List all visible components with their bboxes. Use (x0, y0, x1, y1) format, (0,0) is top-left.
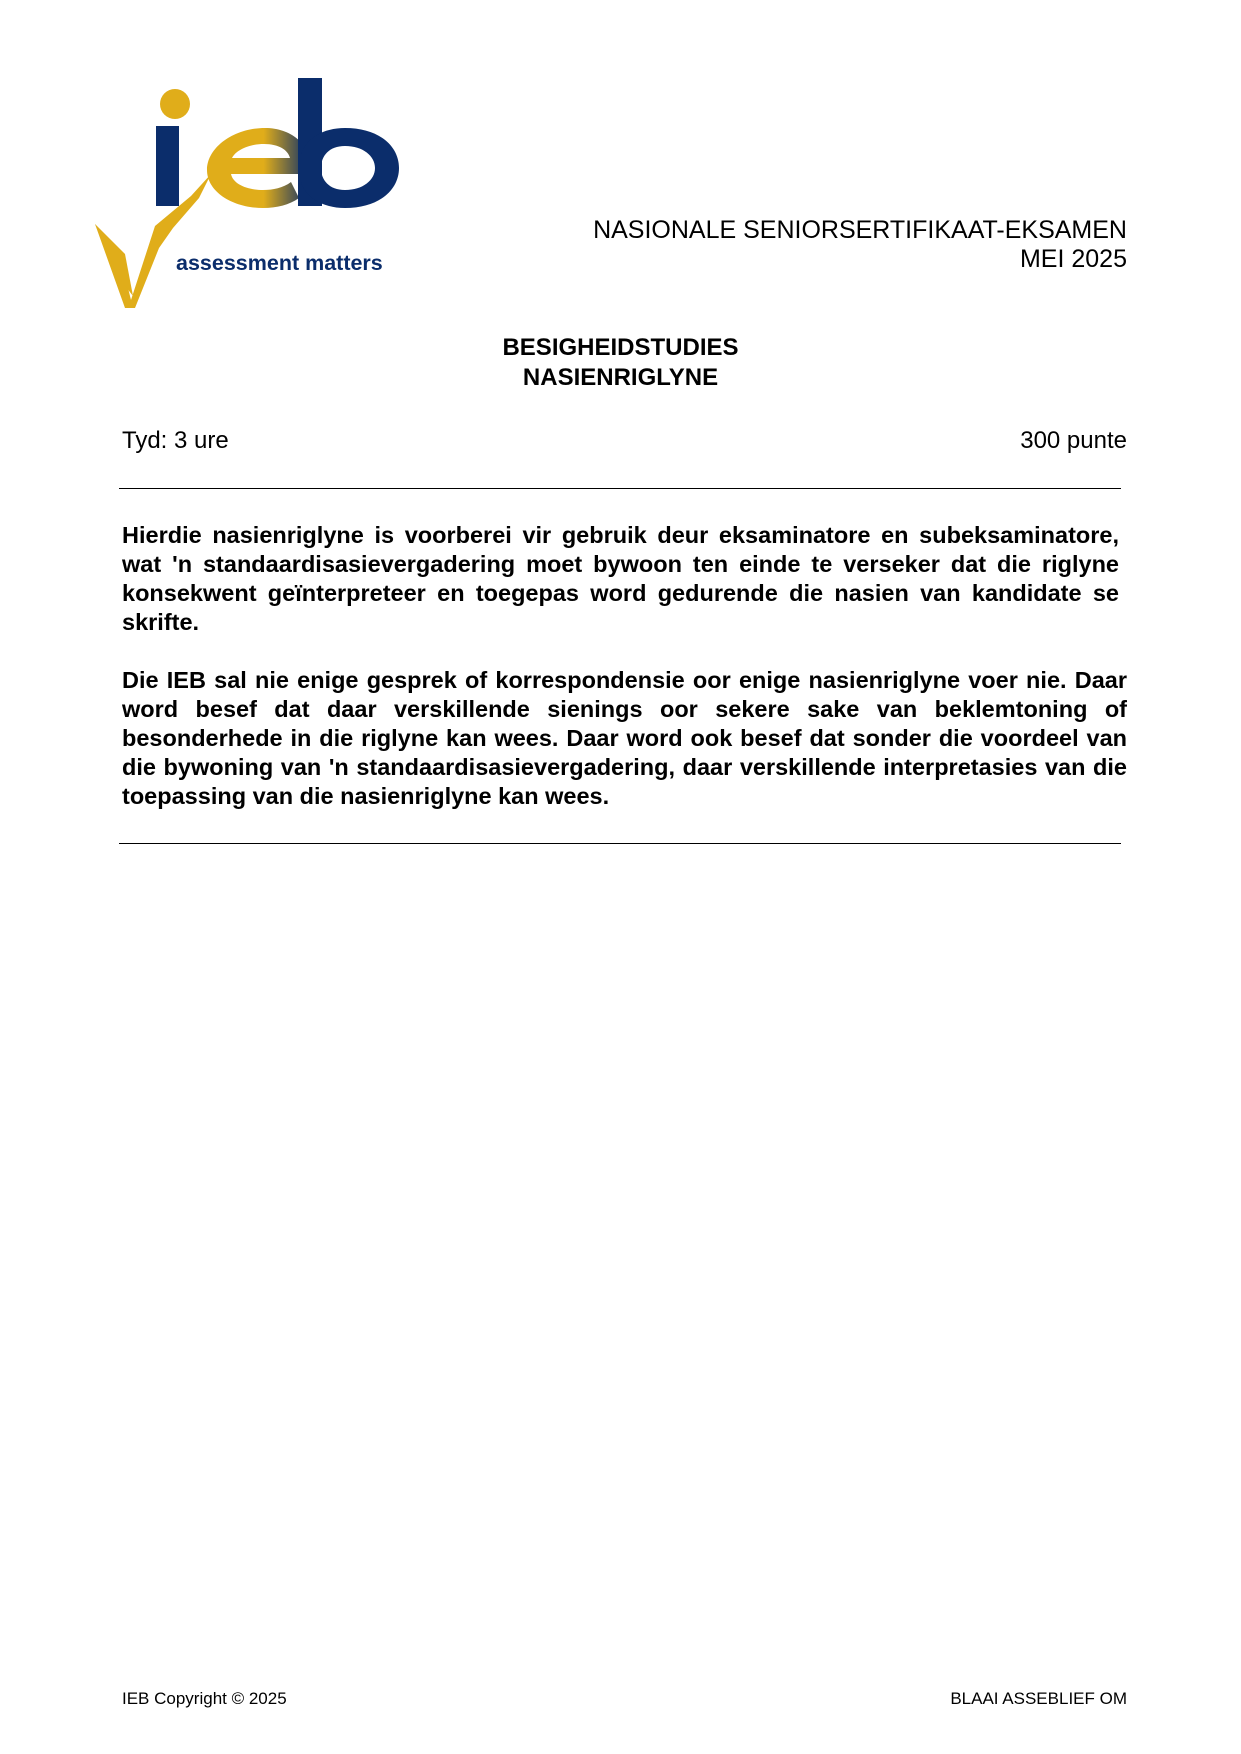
logo-tagline: assessment matters (176, 251, 383, 275)
i-stem-shape (156, 126, 179, 206)
footer-copyright: IEB Copyright © 2025 (122, 1689, 287, 1708)
notice-paragraph-1: Hierdie nasienriglyne is voorberei vir gebruik deur eksaminatore en subeksaminatore, wat 'n standaardisasievergadering moet bywoon ten einde te verseker dat die riglyne konsekwent geïnterpreteer en toegepas word gedurende die nasien van kandidate se skrifte. (122, 522, 1119, 635)
time-allowed: Tyd: 3 ure (122, 427, 229, 454)
total-marks: 300 punte (1020, 427, 1127, 454)
notice-paragraph-2: Die IEB sal nie enige gesprek of korrespondensie oor enige nasienriglyne voer nie. Daar word besef dat daar verskillende sienings oor sekere sake van beklemtoning of besonderhede in die riglyne kan wees. Daar word ook besef dat sonder die voordeel van die bywoning van 'n standaardisasievergadering, daar verskillende interpretasies van die toepassing van die nasienriglyne kan wees. (122, 667, 1127, 809)
subject-title: BESIGHEIDSTUDIES (502, 334, 739, 361)
exam-name: NASIONALE SENIORSERTIFIKAAT-EKSAMEN (593, 216, 1127, 244)
document-type-title: NASIENRIGLYNE (522, 364, 719, 391)
e-letter-shape (207, 128, 310, 208)
exam-header (560, 216, 1127, 274)
ieb-logo-graphic (95, 78, 440, 313)
b-letter-shape (298, 78, 399, 208)
footer-turn-over: BLAAI ASSEBLIEF OM (950, 1689, 1127, 1708)
checkmark-shape (95, 174, 211, 308)
document-title (0, 333, 1241, 393)
exam-session: MEI 2025 (1019, 245, 1127, 273)
top-divider (119, 488, 1121, 489)
bottom-divider (119, 843, 1121, 844)
i-dot-shape (160, 89, 190, 119)
ieb-logo (95, 78, 440, 313)
